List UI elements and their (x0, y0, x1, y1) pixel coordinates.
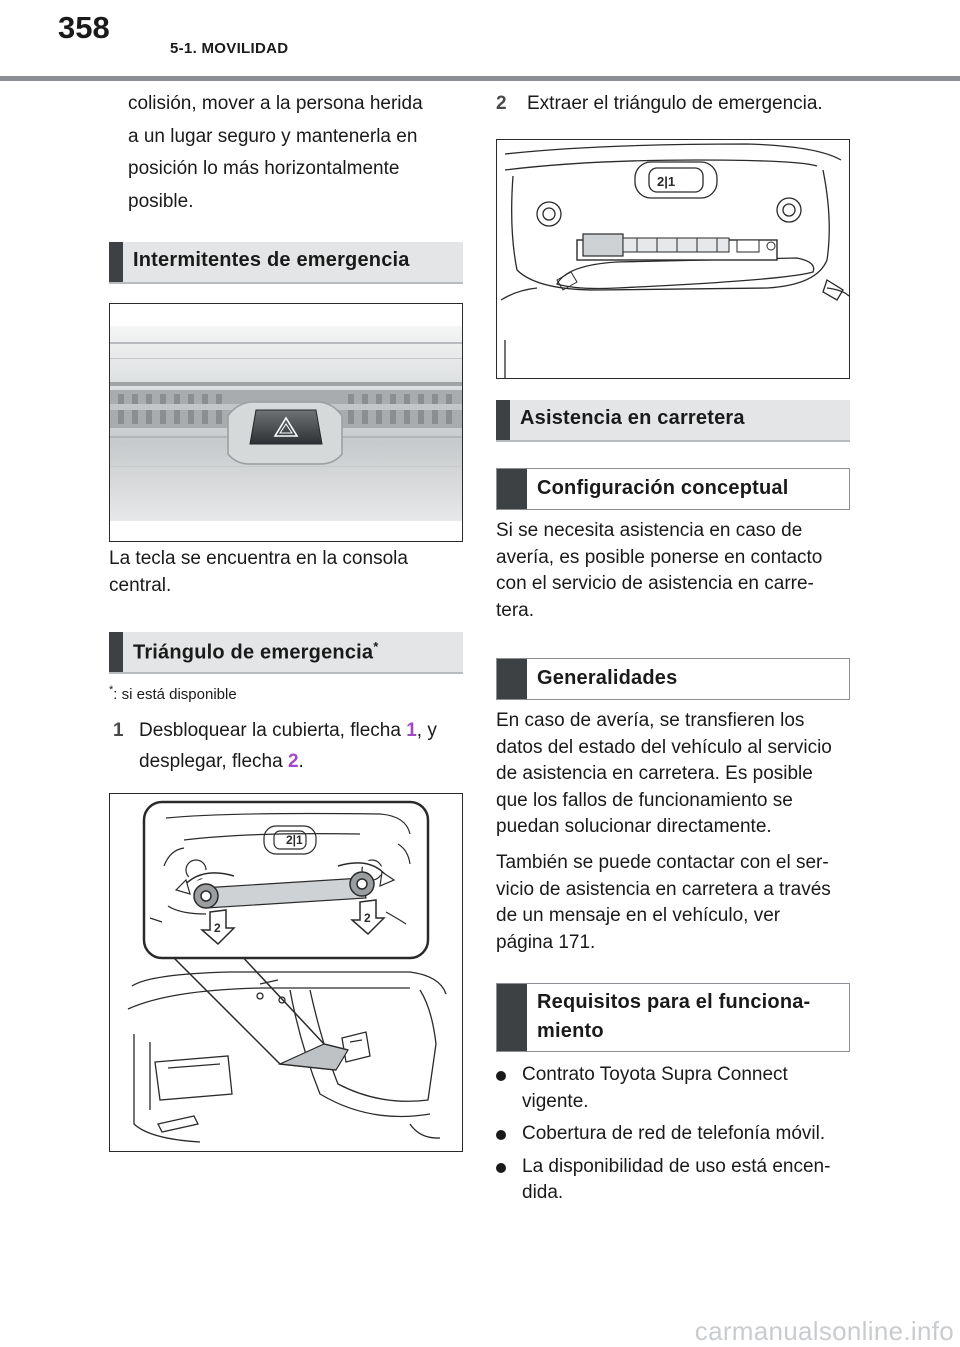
step-text: desplegar, flecha (139, 751, 288, 772)
heading-bar (496, 400, 510, 440)
hazard-console-illustration (110, 304, 462, 541)
step-1-line (109, 715, 469, 746)
heading-bar (109, 632, 123, 672)
paragraph-line: página 171. (496, 931, 596, 953)
triangle-extract-figure (496, 139, 850, 379)
paragraph-line: Si se necesita asistencia en caso de (496, 520, 803, 541)
watermark: carmanualsonline.info (694, 1316, 954, 1346)
heading-bar (109, 242, 123, 282)
heading-line: miento (537, 1020, 604, 1042)
intro-line: a un lugar seguro y mantenerla en (128, 125, 418, 147)
paragraph-line: avería, es posible ponerse en contacto (496, 546, 823, 568)
list-item (496, 1121, 856, 1148)
trunk-cover-illustration (110, 794, 462, 1151)
list-item (496, 1154, 856, 1207)
paragraph-line: tera. (496, 599, 535, 621)
callout-label-2: 2 (364, 911, 371, 925)
step-2 (496, 91, 856, 118)
step-1-line (109, 746, 469, 777)
heading-roadside-assistance (496, 400, 850, 442)
arrow-number: 2 (287, 751, 299, 772)
heading-bar (497, 659, 527, 699)
intro-line: posición lo más horizontalmente (128, 158, 400, 179)
paragraph-line: que los fallos de funcionamiento se (496, 789, 793, 811)
svg-text:2|1: 2|1 (286, 833, 303, 847)
step-text: Extraer el triángulo de emergencia. (527, 93, 823, 114)
paragraph-line: puedan solucionar directamente. (496, 816, 772, 837)
footnote-text: : si está disponible (113, 686, 237, 703)
step-number: 2 (496, 93, 507, 114)
callout-label-2: 2 (214, 921, 221, 935)
step-text: Desbloquear la cubierta, flecha (139, 720, 407, 741)
requirements-list (496, 1062, 856, 1207)
step-1 (109, 715, 469, 777)
asterisk-mark: * (373, 639, 379, 654)
svg-text:2|1: 2|1 (657, 174, 676, 189)
page-number: 358 (58, 10, 110, 45)
list-item-line: La disponibilidad de uso está encen- (522, 1155, 831, 1177)
bullet-icon (496, 1071, 506, 1081)
heading-warning-triangle (109, 632, 463, 674)
step-number: 1 (113, 720, 124, 741)
heading-bar (497, 469, 527, 509)
step-text: , y (416, 720, 437, 741)
trunk-cover-figure (109, 793, 463, 1152)
heading-line: Requisitos para el funciona- (537, 991, 811, 1013)
caption-line: central. (109, 574, 172, 596)
heading-bar (497, 984, 527, 1051)
heading-text: Configuración conceptual (537, 477, 789, 499)
paragraph-line: vicio de asistencia en carretera a través (496, 878, 831, 900)
list-item (496, 1062, 856, 1115)
chapter-title: 5-1. MOVILIDAD (170, 40, 289, 57)
paragraph-line: de asistencia en carretera. Es posible (496, 763, 813, 784)
bullet-icon (496, 1130, 506, 1140)
list-item-line: Cobertura de red de telefonía móvil. (522, 1123, 826, 1144)
list-item-line: Contrato Toyota Supra Connect (522, 1064, 788, 1085)
arrow-number: 1 (406, 720, 417, 741)
heading-requirements (496, 983, 850, 1052)
hazard-button-figure (109, 303, 463, 542)
paragraph-line: En caso de avería, se transfieren los (496, 710, 805, 731)
header-rule (0, 76, 960, 81)
heading-text (537, 988, 810, 1046)
general-paragraph-2 (496, 850, 856, 956)
intro-line: colisión, mover a la persona herida (128, 93, 423, 114)
heading-text (133, 639, 379, 665)
paragraph-line: También se puede contactar con el ser- (496, 852, 829, 873)
triangle-extract-illustration (497, 140, 849, 378)
caption-hazard (109, 546, 463, 599)
step-2-line (496, 91, 856, 118)
intro-line: posible. (128, 190, 194, 212)
heading-text: Intermitentes de emergencia (133, 249, 410, 271)
footnote (109, 684, 237, 703)
heading-text-main: Triángulo de emergencia (133, 641, 374, 664)
paragraph-line: de un mensaje en el vehículo, ver (496, 905, 781, 926)
concept-paragraph (496, 518, 856, 624)
intro-paragraph (128, 88, 468, 218)
list-item-line: dida. (522, 1182, 564, 1203)
caption-line: La tecla se encuentra en la consola (109, 548, 408, 569)
bullet-icon (496, 1163, 506, 1173)
heading-text: Generalidades (537, 667, 678, 689)
heading-hazard-lights (109, 242, 463, 284)
heading-general (496, 658, 850, 700)
paragraph-line: con el servicio de asistencia en carre- (496, 573, 814, 594)
list-item-line: vigente. (522, 1090, 589, 1112)
heading-text: Asistencia en carretera (520, 407, 745, 429)
footnote-mark: * (109, 684, 114, 696)
heading-conceptual-config (496, 468, 850, 510)
general-paragraph-1 (496, 708, 856, 841)
step-text: . (298, 751, 304, 772)
paragraph-line: datos del estado del vehículo al servicio (496, 736, 832, 758)
